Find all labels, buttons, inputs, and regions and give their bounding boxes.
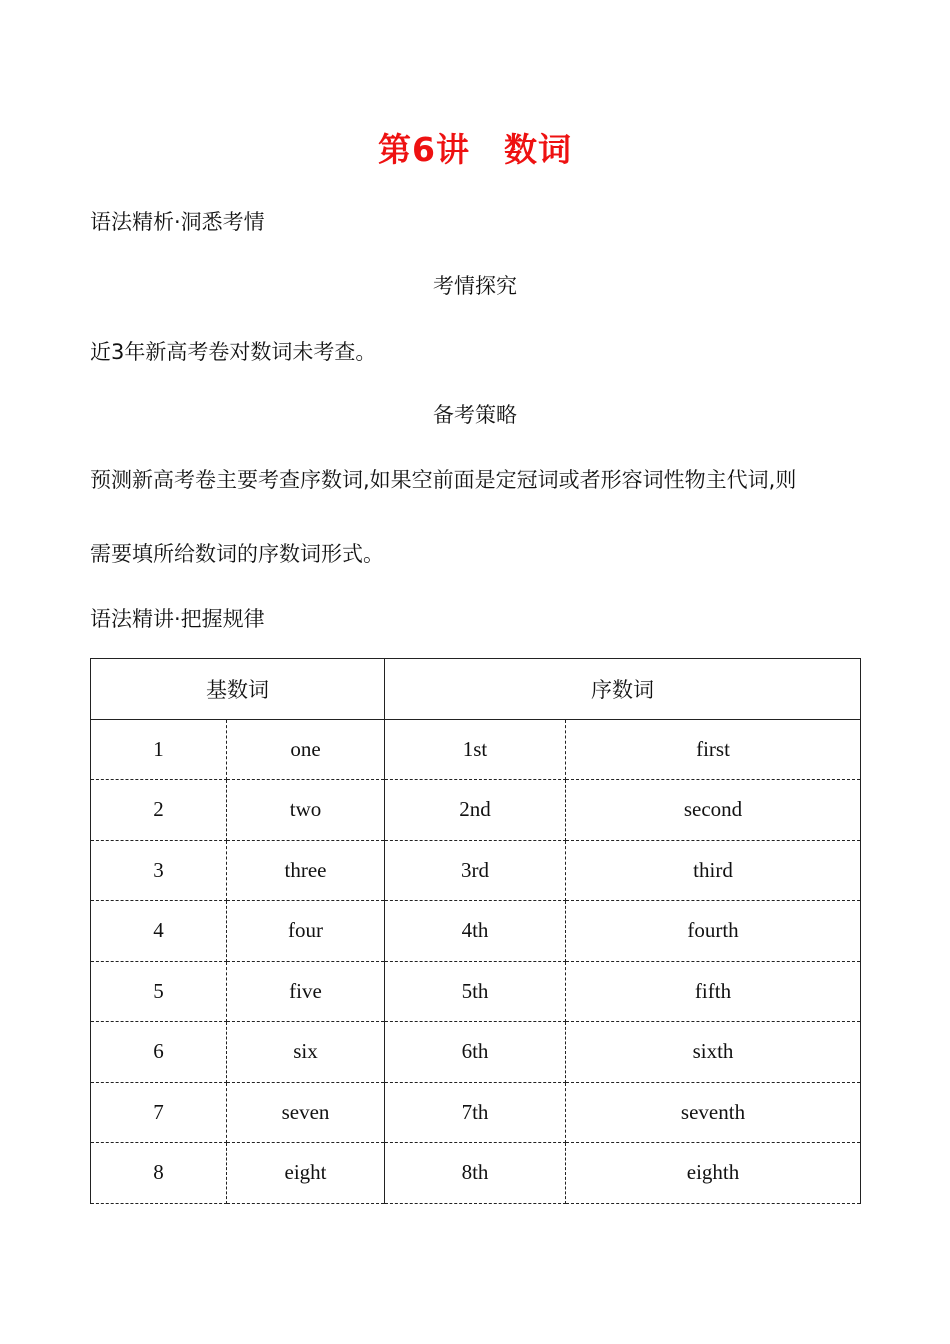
cell-ordinal-abbr: 1st [385, 719, 566, 780]
cell-number: 7 [91, 1082, 227, 1143]
cell-cardinal: eight [227, 1143, 385, 1204]
cell-number: 5 [91, 961, 227, 1022]
section-heading-exam: 考情探究 [433, 274, 517, 298]
table-row [91, 1143, 861, 1204]
cell-cardinal: three [227, 840, 385, 901]
table-header-row [91, 659, 861, 720]
table-row [91, 840, 861, 901]
cell-ordinal-abbr: 8th [385, 1143, 566, 1204]
page-title: 第6讲 数词 [378, 130, 572, 169]
cell-cardinal: two [227, 780, 385, 841]
table-row [91, 780, 861, 841]
cell-ordinal-abbr: 6th [385, 1022, 566, 1083]
cell-ordinal: fifth [566, 961, 861, 1022]
cell-ordinal-abbr: 7th [385, 1082, 566, 1143]
cell-cardinal: five [227, 961, 385, 1022]
cell-cardinal: four [227, 901, 385, 962]
cell-ordinal-abbr: 3rd [385, 840, 566, 901]
header-ordinal: 序数词 [385, 659, 861, 720]
cell-ordinal-abbr: 2nd [385, 780, 566, 841]
cell-number: 3 [91, 840, 227, 901]
section-heading-prep: 备考策略 [433, 403, 517, 427]
header-cardinal: 基数词 [91, 659, 385, 720]
cell-number: 4 [91, 901, 227, 962]
cell-ordinal: third [566, 840, 861, 901]
table-body [91, 719, 861, 1203]
prep-text-line-1: 预测新高考卷主要考查序数词,如果空前面是定冠词或者形容词性物主代词,则 [90, 468, 797, 492]
cell-number: 8 [91, 1143, 227, 1204]
cell-ordinal: seventh [566, 1082, 861, 1143]
table-row [91, 901, 861, 962]
section-heading-intro: 语法精析·洞悉考情 [90, 210, 265, 234]
cell-ordinal: sixth [566, 1022, 861, 1083]
numeral-table [90, 658, 861, 1204]
cell-number: 6 [91, 1022, 227, 1083]
cell-number: 1 [91, 719, 227, 780]
cell-cardinal: seven [227, 1082, 385, 1143]
cell-ordinal-abbr: 4th [385, 901, 566, 962]
exam-text: 近3年新高考卷对数词未考查。 [90, 340, 377, 364]
prep-text-line-2: 需要填所给数词的序数词形式。 [90, 542, 384, 566]
table-row [91, 1022, 861, 1083]
cell-ordinal-abbr: 5th [385, 961, 566, 1022]
cell-number: 2 [91, 780, 227, 841]
table-row [91, 719, 861, 780]
cell-ordinal: eighth [566, 1143, 861, 1204]
section-heading-rules: 语法精讲·把握规律 [90, 607, 265, 631]
table-row [91, 1082, 861, 1143]
cell-cardinal: one [227, 719, 385, 780]
cell-ordinal: second [566, 780, 861, 841]
cell-ordinal: fourth [566, 901, 861, 962]
cell-ordinal: first [566, 719, 861, 780]
cell-cardinal: six [227, 1022, 385, 1083]
table-row [91, 961, 861, 1022]
